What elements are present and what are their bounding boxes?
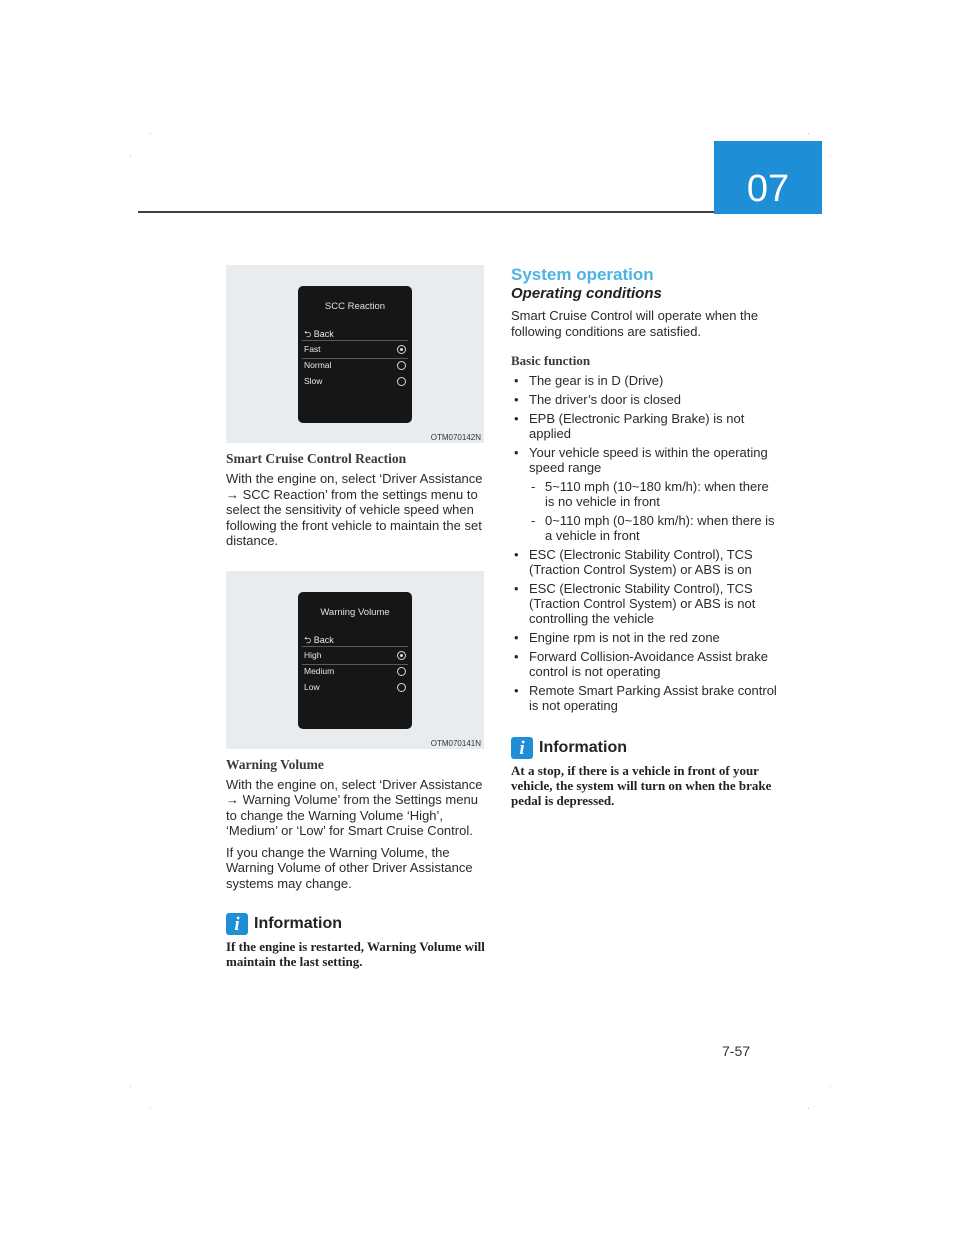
divider xyxy=(302,358,408,359)
option-label: High xyxy=(304,649,322,660)
crop-mark xyxy=(830,1086,831,1087)
list-item xyxy=(511,445,781,543)
scc-reaction-body: With the engine on, select ‘Driver Assistance → SCC Reaction’ from the settings menu to select the sensitivity of vehicle speed when following the front vehicle to maintain the set distance. xyxy=(226,471,483,548)
screen-title: Warning Volume xyxy=(320,606,390,618)
list-item: • Engine rpm is not in the red zone xyxy=(511,630,781,645)
back-label: Back xyxy=(313,329,334,339)
option-medium xyxy=(304,666,406,676)
list-item: • The gear is in D (Drive) xyxy=(511,373,781,388)
intro-text: Smart Cruise Control will operate when the following conditions are satisfied. xyxy=(511,308,759,339)
figure-code: OTM070141N xyxy=(430,738,481,748)
option-normal xyxy=(304,360,406,370)
info-header xyxy=(511,737,781,759)
option-fast xyxy=(304,344,406,354)
list-item-text: Your vehicle speed is within the operating speed range xyxy=(529,445,768,475)
figure-warning-volume xyxy=(226,571,484,749)
crop-mark xyxy=(808,133,809,134)
sub-list-item: - 0~110 mph (0~180 km/h): when there is a vehicle in front xyxy=(529,513,781,543)
radio-selected-icon xyxy=(397,345,406,354)
info-title: Information xyxy=(254,915,342,932)
figure-code: OTM070142N xyxy=(430,433,481,442)
info-icon: i xyxy=(511,737,533,759)
warning-volume-body-1: With the engine on, select ‘Driver Assistance → Warning Volume’ from the Settings menu to change the Warning Volume ‘High’, ‘Medium’ or ‘Low’ for Smart Cruise Control. xyxy=(226,776,483,838)
cluster-screen xyxy=(298,286,412,423)
radio-icon xyxy=(397,683,406,692)
header-rule xyxy=(138,211,714,213)
info-icon: i xyxy=(226,913,248,935)
screen-title: SCC Reaction xyxy=(324,301,386,312)
page-number: 7-57 xyxy=(722,1043,751,1059)
sub-list-item: - 5~110 mph (10~180 km/h): when there is no vehicle in front xyxy=(529,479,781,509)
info-title: Information xyxy=(539,739,627,756)
option-low xyxy=(304,682,406,692)
back-option: ⮌ Back xyxy=(304,329,334,339)
radio-icon xyxy=(397,667,406,676)
warning-volume-body-2: If you change the Warning Volume, the Warning Volume of other Driver Assistance systems may change. xyxy=(226,844,473,891)
warning-volume-heading: Warning Volume xyxy=(226,756,324,772)
radio-selected-icon xyxy=(397,651,406,660)
right-column xyxy=(511,265,781,808)
option-label: Slow xyxy=(304,376,323,386)
info-text: If the engine is restarted, Warning Volume will maintain the last setting. xyxy=(226,939,485,969)
info-text: At a stop, if there is a vehicle in front of your vehicle, the system will turn on when the brake pedal is depressed. xyxy=(511,763,772,808)
back-option: ⮌ Back xyxy=(304,634,334,645)
scc-reaction-heading: Smart Cruise Control Reaction xyxy=(226,451,407,466)
list-item: • Forward Collision-Avoidance Assist brake control is not operating xyxy=(511,649,781,679)
option-high xyxy=(304,650,406,660)
crop-mark xyxy=(130,155,131,156)
divider xyxy=(302,646,408,647)
list-item: • EPB (Electronic Parking Brake) is not applied xyxy=(511,411,781,441)
crop-mark xyxy=(808,1108,809,1109)
list-item: • ESC (Electronic Stability Control), TCS (Traction Control System) or ABS is on xyxy=(511,547,781,577)
list-item: • The driver’s door is closed xyxy=(511,392,781,407)
option-label: Low xyxy=(304,681,320,692)
crop-mark xyxy=(150,1108,151,1109)
option-label: Medium xyxy=(304,665,335,676)
conditions-list xyxy=(511,373,781,713)
left-column xyxy=(226,265,486,969)
divider xyxy=(302,664,408,665)
figure-scc-reaction xyxy=(226,265,484,443)
cluster-screen xyxy=(298,592,412,729)
back-label: Back xyxy=(313,634,334,645)
crop-mark xyxy=(150,133,151,134)
section-title: System operation xyxy=(511,265,654,284)
radio-icon xyxy=(397,361,406,370)
option-label: Normal xyxy=(304,360,332,370)
crop-mark xyxy=(830,155,831,156)
option-slow xyxy=(304,376,406,386)
info-header xyxy=(226,913,486,935)
crop-mark xyxy=(130,1086,131,1087)
subsection-title: Operating conditions xyxy=(511,285,662,302)
radio-icon xyxy=(397,377,406,386)
list-item: • Remote Smart Parking Assist brake control is not operating xyxy=(511,683,781,713)
basic-function-heading: Basic function xyxy=(511,353,591,368)
chapter-tab: 07 xyxy=(714,141,822,214)
divider xyxy=(302,340,408,341)
list-item: • ESC (Electronic Stability Control), TCS (Traction Control System) or ABS is not controlling the vehicle xyxy=(511,581,781,626)
speed-sublist xyxy=(529,479,781,543)
option-label: Fast xyxy=(304,344,321,354)
